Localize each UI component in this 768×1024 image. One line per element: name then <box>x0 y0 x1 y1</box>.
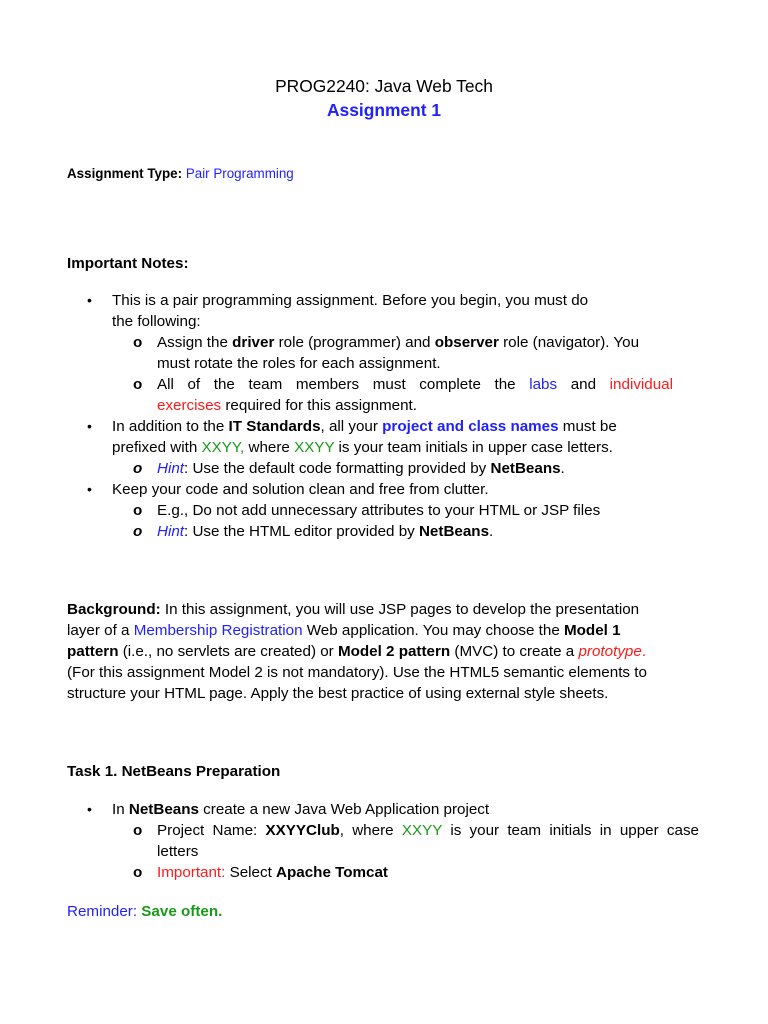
background-line-1 <box>67 599 639 620</box>
note-sub-1-text: role (navigator). You <box>498 334 640 351</box>
important-notes-heading-text: Important Notes: <box>67 255 189 272</box>
background-line-5: structure your HTML page. Apply the best practice of using external style sheets. <box>67 685 609 702</box>
background-line-3 <box>67 641 646 662</box>
background-model-2: Model 2 pattern <box>337 643 451 660</box>
task1-text: create a new Java Web Application project <box>198 801 490 818</box>
task1-text: Select <box>225 864 277 881</box>
note-sub-2-text: All of the team members must complete the <box>157 376 530 393</box>
note-bullet-1-line-2: the following: <box>112 313 201 330</box>
note-sub-3-text: : Use the default code formatting provided by <box>184 460 491 477</box>
background-text: (MVC) to create a <box>450 643 579 660</box>
assignment-type-label: Assignment Type: <box>67 166 183 181</box>
background-text: . <box>641 643 647 660</box>
note-bullet-2-text: In addition to the <box>112 418 229 435</box>
task1-apache-tomcat: Apache Tomcat <box>276 864 388 881</box>
note-sub-1-line-1 <box>157 332 639 353</box>
sub-bullet-icon: o <box>133 523 143 540</box>
task1-text: is your team initials in upper case <box>442 822 699 839</box>
note-sub-1-line-2: must rotate the roles for each assignment. <box>157 355 441 372</box>
sub-bullet-icon: o <box>133 460 143 477</box>
background-line-2 <box>67 620 621 641</box>
background-membership-registration: Membership Registration <box>133 622 303 639</box>
note-bullet-2-text: , all your <box>320 418 383 435</box>
note-bullet-2-text: is your team initials in upper case letters. <box>334 439 613 456</box>
task1-text: Project Name: <box>157 822 266 839</box>
note-sub-3 <box>157 458 565 479</box>
background-line-4: (For this assignment Model 2 is not mandatory). Use the HTML5 semantic elements to <box>67 664 647 681</box>
sub-bullet-icon: o <box>133 502 143 519</box>
important-notes-heading <box>67 253 189 274</box>
sub-bullet-icon: o <box>133 334 143 351</box>
note-bullet-2-text: must be <box>558 418 617 435</box>
task1-netbeans: NetBeans <box>128 801 199 818</box>
sub-bullet-icon: o <box>133 822 143 839</box>
task1-sub-1-line-1 <box>157 820 699 841</box>
course-title: PROG2240: Java Web Tech <box>275 76 493 96</box>
note-sub-3-text: . <box>560 460 565 477</box>
assignment-type <box>67 163 294 184</box>
background-text: layer of a <box>67 622 134 639</box>
note-sub-1-text: Assign the <box>157 334 233 351</box>
note-exercises: exercises <box>157 397 222 414</box>
task1-bullet-1 <box>112 799 489 820</box>
note-sub-2-text: and <box>557 376 610 393</box>
note-bullet-2-line-1 <box>112 416 617 437</box>
task1-xxyy: XXYY <box>401 822 443 839</box>
note-bullet-2-text: prefixed with <box>112 439 202 456</box>
note-xxyy-prefix: XXYY, <box>201 439 245 456</box>
background-text: (i.e., no servlets are created) or <box>118 643 338 660</box>
background-model-1: Model 1 <box>564 622 621 639</box>
task1-text: , where <box>339 822 402 839</box>
note-hint-label: Hint <box>157 523 185 540</box>
note-netbeans: NetBeans <box>418 523 490 540</box>
note-sub-2-text: required for this assignment. <box>221 397 417 414</box>
note-bullet-3: Keep your code and solution clean and free from clutter. <box>112 481 489 498</box>
note-bullet-2-text: where <box>244 439 295 456</box>
background-text: Web application. You may choose the <box>302 622 564 639</box>
note-sub-2-line-1 <box>157 374 673 395</box>
bullet-icon: • <box>87 801 92 817</box>
note-labs: labs <box>529 376 558 393</box>
bullet-icon: • <box>87 292 92 308</box>
bullet-icon: • <box>87 481 92 497</box>
note-sub-4: E.g., Do not add unnecessary attributes to your HTML or JSP files <box>157 502 601 519</box>
reminder-label: Reminder: <box>67 903 138 920</box>
note-sub-5-text: : Use the HTML editor provided by <box>184 523 419 540</box>
note-netbeans: NetBeans <box>490 460 561 477</box>
note-observer: observer <box>434 334 499 351</box>
reminder-text: Save often. <box>141 903 223 920</box>
note-hint-label: Hint <box>157 460 185 477</box>
note-bullet-2-line-2 <box>112 437 613 458</box>
note-sub-2-line-2 <box>157 395 417 416</box>
note-individual: individual <box>609 376 673 393</box>
task1-heading <box>67 761 280 782</box>
task1-sub-2 <box>157 862 388 883</box>
note-project-class-names: project and class names <box>382 418 559 435</box>
background-label: Background: <box>67 601 161 618</box>
task1-sub-1-line-2: letters <box>157 843 199 860</box>
background-pattern: pattern <box>67 643 119 660</box>
note-sub-5-text: . <box>489 523 494 540</box>
note-sub-5 <box>157 521 493 542</box>
bullet-icon: • <box>87 418 92 434</box>
background-prototype: prototype <box>578 643 642 660</box>
note-sub-1-text: role (programmer) and <box>274 334 435 351</box>
task1-project-name: XXYYClub <box>265 822 340 839</box>
note-it-standards: IT Standards <box>228 418 321 435</box>
reminder <box>67 901 222 922</box>
assignment-type-value: Pair Programming <box>185 166 294 181</box>
note-driver: driver <box>232 334 275 351</box>
sub-bullet-icon: o <box>133 376 143 393</box>
assignment-title: Assignment 1 <box>326 100 442 120</box>
note-xxyy: XXYY <box>294 439 335 456</box>
sub-bullet-icon: o <box>133 864 143 881</box>
background-text: In this assignment, you will use JSP pages to develop the presentation <box>160 601 640 618</box>
task1-text: In <box>112 801 129 818</box>
task1-important-label: Important: <box>157 864 226 881</box>
note-bullet-1-line-1: This is a pair programming assignment. Before you begin, you must do <box>112 292 589 309</box>
task1-heading-text: Task 1. NetBeans Preparation <box>67 763 281 780</box>
